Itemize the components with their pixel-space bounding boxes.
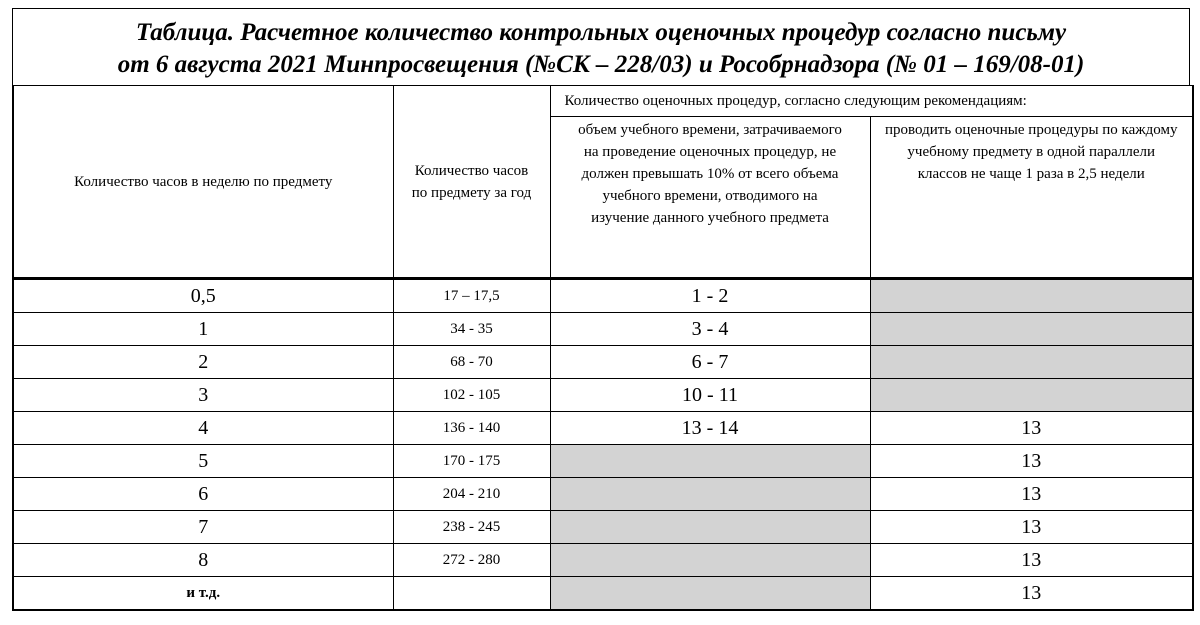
- header-by-frequency: проводить оценочные процедуры по каждому учебному предмету в одной параллели классов не чаще 1 раза в 2,5 недели: [870, 117, 1193, 279]
- cell-hours-per-week: 7: [13, 511, 393, 544]
- cell-hours-per-week: и т.д.: [13, 577, 393, 611]
- table-row: [13, 346, 1193, 379]
- title-line-2: от 6 августа 2021 Минпросвещения (№СК – 228/03) и Рособрнадзора (№ 01 – 169/08-01): [117, 51, 1085, 78]
- cell-procedures-by-time: 10 - 11: [550, 379, 870, 412]
- header-hours-per-week: Количество часов в неделю по предмету: [13, 86, 393, 279]
- cell-hours-per-week: 1: [13, 313, 393, 346]
- table-frame: [12, 8, 1192, 616]
- cell-procedures-by-frequency-empty: [870, 279, 1193, 313]
- cell-procedures-by-frequency: 13: [870, 511, 1193, 544]
- table-row: [13, 577, 1193, 611]
- cell-hours-per-week: 6: [13, 478, 393, 511]
- table-row: [13, 544, 1193, 577]
- table-row: [13, 511, 1193, 544]
- cell-procedures-by-frequency-empty: [870, 313, 1193, 346]
- cell-hours-per-week: 8: [13, 544, 393, 577]
- cell-hours-per-year: 136 - 140: [393, 412, 550, 445]
- cell-hours-per-year: 102 - 105: [393, 379, 550, 412]
- cell-hours-per-year: [393, 577, 550, 611]
- table-row: [13, 313, 1193, 346]
- cell-procedures-by-time-empty: [550, 544, 870, 577]
- cell-procedures-by-time-empty: [550, 511, 870, 544]
- cell-procedures-by-time: 1 - 2: [550, 279, 870, 313]
- header-hours-per-year: Количество часов по предмету за год: [393, 86, 550, 279]
- cell-hours-per-year: 17 – 17,5: [393, 279, 550, 313]
- table-title: [12, 8, 1190, 85]
- cell-procedures-by-frequency-empty: [870, 346, 1193, 379]
- cell-procedures-by-time-empty: [550, 478, 870, 511]
- cell-hours-per-year: 68 - 70: [393, 346, 550, 379]
- table-row: [13, 445, 1193, 478]
- procedures-table: [12, 85, 1194, 611]
- table-row: [13, 412, 1193, 445]
- cell-procedures-by-frequency: 13: [870, 412, 1193, 445]
- cell-procedures-by-time: 3 - 4: [550, 313, 870, 346]
- cell-hours-per-year: 204 - 210: [393, 478, 550, 511]
- cell-procedures-by-frequency: 13: [870, 445, 1193, 478]
- cell-hours-per-week: 5: [13, 445, 393, 478]
- cell-procedures-by-time: 6 - 7: [550, 346, 870, 379]
- cell-hours-per-week: 2: [13, 346, 393, 379]
- title-line-1: Таблица. Расчетное количество контрольных оценочных процедур согласно письму: [135, 19, 1067, 46]
- cell-procedures-by-time-empty: [550, 445, 870, 478]
- table-row: [13, 279, 1193, 313]
- cell-hours-per-week: 0,5: [13, 279, 393, 313]
- cell-procedures-by-frequency: 13: [870, 577, 1193, 611]
- cell-procedures-by-time-empty: [550, 577, 870, 611]
- cell-procedures-by-frequency: 13: [870, 478, 1193, 511]
- cell-procedures-by-frequency: 13: [870, 544, 1193, 577]
- cell-hours-per-year: 34 - 35: [393, 313, 550, 346]
- cell-hours-per-year: 272 - 280: [393, 544, 550, 577]
- cell-hours-per-week: 4: [13, 412, 393, 445]
- cell-procedures-by-frequency-empty: [870, 379, 1193, 412]
- cell-procedures-by-time: 13 - 14: [550, 412, 870, 445]
- cell-hours-per-year: 238 - 245: [393, 511, 550, 544]
- header-by-time: объем учебного времени, затрачиваемого на проведение оценочных процедур, не должен превышать 10% от всего объема учебного времени, отводимого на изучение данного учебного предмета: [550, 117, 870, 279]
- table-row: [13, 379, 1193, 412]
- cell-hours-per-week: 3: [13, 379, 393, 412]
- header-recommendations-group: Количество оценочных процедур, согласно следующим рекомендациям:: [550, 86, 1193, 117]
- header-row-1: [13, 86, 1193, 117]
- cell-hours-per-year: 170 - 175: [393, 445, 550, 478]
- table-row: [13, 478, 1193, 511]
